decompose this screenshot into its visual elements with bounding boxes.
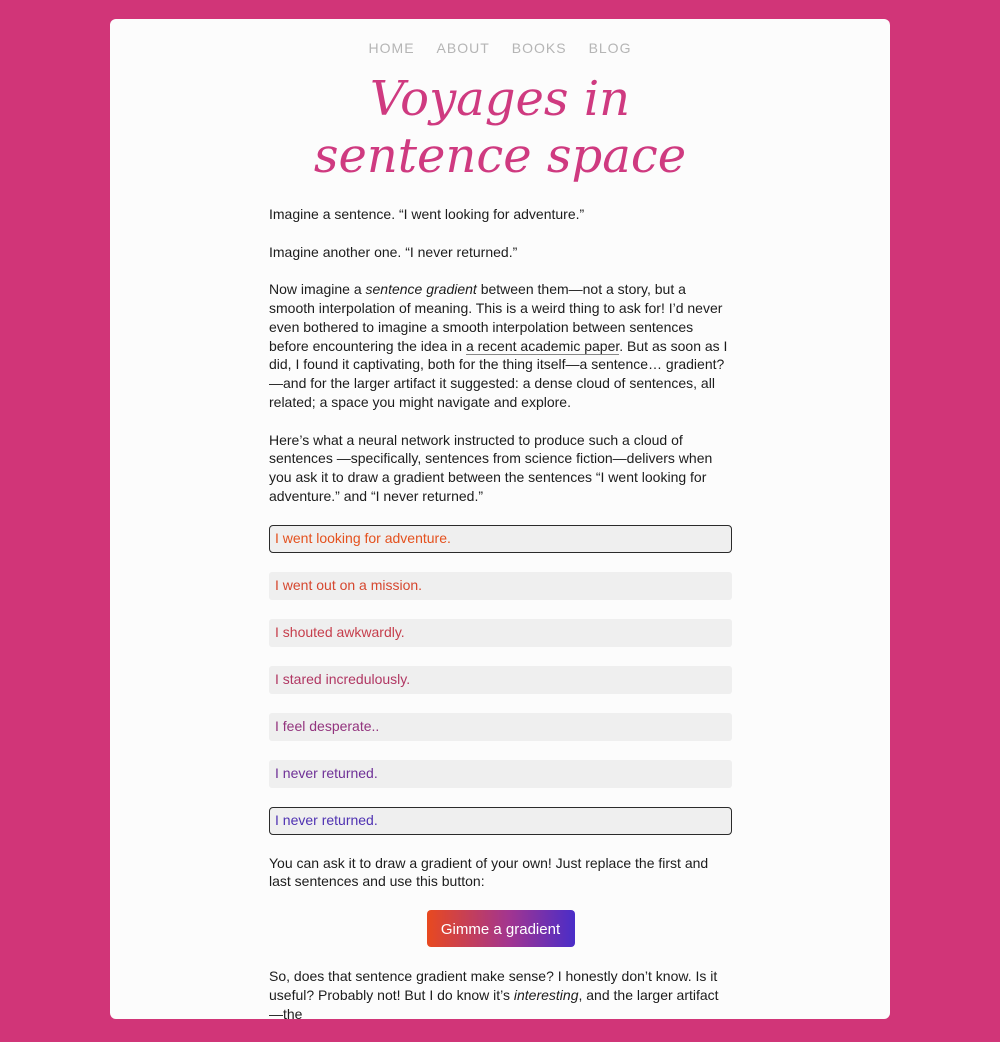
article-card — [110, 19, 890, 1022]
paragraph-3-b: between them—not a story, but a smooth interpolation of meaning. This is a weird thing to ask for! I’d never even bothered to imagine a smooth interpolation between sentences before encountering the idea in — [269, 281, 723, 354]
button-wrap — [269, 910, 732, 947]
academic-paper-link[interactable]: a recent academic paper — [465, 337, 620, 354]
gradient-sentence: I shouted awkwardly. — [269, 619, 732, 647]
paragraph-4: Here’s what a neural network instructed to produce such a cloud of sentences —specifically, sentences from science fiction—delivers when you ask it to draw a gradient between the sentences “I went looking for adventure.” and “I never returned.” — [269, 431, 713, 504]
top-nav — [110, 40, 890, 56]
title-line-1: Voyages in — [369, 71, 631, 127]
sentence-gradient-list — [269, 525, 732, 835]
gimme-gradient-button[interactable]: Gimme a gradient — [427, 910, 575, 947]
first-sentence-input[interactable]: I went looking for adventure. — [269, 525, 732, 553]
paragraph-2: Imagine another one. “I never returned.” — [269, 243, 518, 260]
paragraph-3 — [269, 280, 732, 412]
gradient-sentence: I stared incredulously. — [269, 666, 732, 694]
last-sentence-input[interactable]: I never returned. — [269, 807, 732, 835]
sentence-gradient-emphasis: sentence gradient — [365, 281, 477, 298]
nav-about[interactable]: ABOUT — [436, 40, 490, 56]
article-body — [269, 205, 732, 1042]
nav-books[interactable]: BOOKS — [511, 40, 567, 56]
nav-home[interactable]: HOME — [368, 40, 415, 56]
paragraph-6-b: , and the larger artifact—the — [269, 986, 719, 1022]
paragraph-1: Imagine a sentence. “I went looking for adventure.” — [269, 206, 585, 222]
paragraph-3-c: . But as soon as I did, I found it captivating, both for the thing itself—a sentence… gradient?—and for the larger artifact it suggested: a dense cloud of sentences, all related; a space you might navigate and explore. — [269, 337, 728, 410]
interesting-emphasis: interesting — [513, 986, 579, 1003]
page-title — [110, 71, 890, 185]
paragraph-6 — [269, 967, 732, 1023]
gradient-sentence: I feel desperate.. — [269, 713, 732, 741]
paragraph-5: You can ask it to draw a gradient of your own! Just replace the first and last sentences and use this button: — [269, 854, 709, 890]
nav-blog[interactable]: BLOG — [588, 40, 632, 56]
title-line-2: sentence space — [313, 128, 687, 184]
gradient-sentence: I went out on a mission. — [269, 572, 732, 600]
paragraph-3-a: Now imagine a — [269, 281, 366, 298]
gradient-sentence: I never returned. — [269, 760, 732, 788]
paragraph-6-a: So, does that sentence gradient make sense? I honestly don’t know. Is it useful? Probably not! But I do know it’s — [269, 967, 718, 1003]
